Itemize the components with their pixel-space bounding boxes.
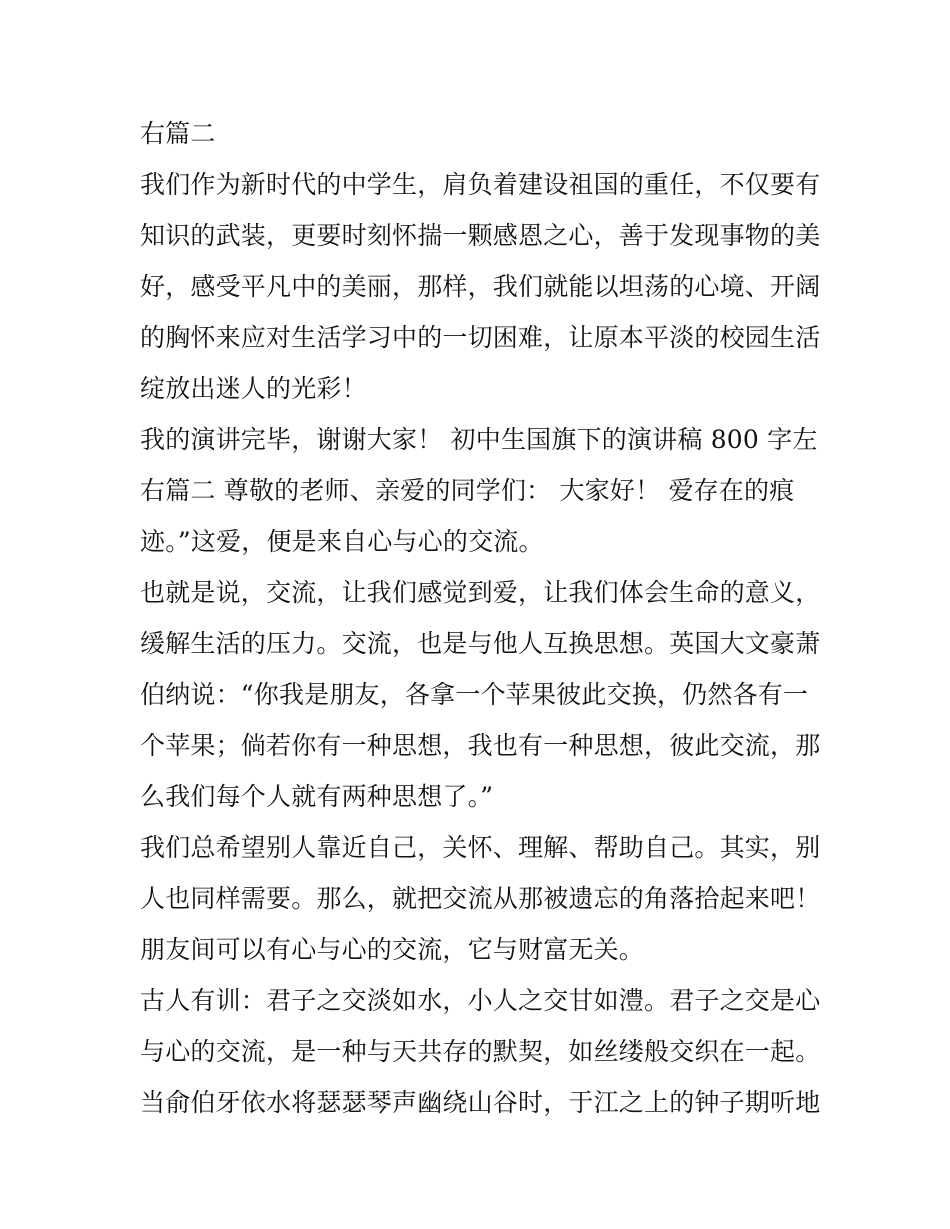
text-line: 伯纳说：“你我是朋友，各拿一个苹果彼此交换，仍然各有一 [140,680,809,709]
text-line: 我们总希望别人靠近自己，关怀、理解、帮助自己。其实，别 [140,833,820,862]
text-line: 我的演讲完毕，谢谢大家！ 初中生国旗下的演讲稿 800 字左 [140,425,818,454]
text-line: 的胸怀来应对生活学习中的一切困难，让原本平淡的校园生活 [140,323,820,352]
document-body [140,108,820,1128]
text-line: 缓解生活的压力。交流，也是与他人互换思想。英国大文豪萧 [140,629,820,658]
text-line: 我们作为新时代的中学生，肩负着建设祖国的重任，不仅要有 [140,170,820,199]
text-line: 与心的交流，是一种与天共存的默契，如丝缕般交织在一起。 [140,1037,820,1066]
text-line: 朋友间可以有心与心的交流，它与财富无关。 [140,935,645,964]
text-line: 当俞伯牙依水将瑟瑟琴声幽绕山谷时，于江之上的钟子期听地 [140,1088,820,1117]
text-line: 绽放出迷人的光彩！ [140,374,367,403]
text-line: 人也同样需要。那么，就把交流从那被遗忘的角落拾起来吧！ [140,884,820,913]
text-line: 右篇二 尊敬的老师、亲爱的同学们： 大家好！ 爱存在的痕 [140,476,795,505]
text-line: 古人有训：君子之交淡如水，小人之交甘如澧。君子之交是心 [140,986,820,1015]
text-line: 迹。”这爱，便是来自心与心的交流。 [140,527,544,556]
text-line: 个苹果；倘若你有一种思想，我也有一种思想，彼此交流，那 [140,731,820,760]
text-line: 右篇二 [140,119,216,148]
text-line: 知识的武装，更要时刻怀揣一颗感恩之心，善于发现事物的美 [140,221,820,250]
text-line: 好，感受平凡中的美丽，那样，我们就能以坦荡的心境、开阔 [140,272,820,301]
text-line: 么我们每个人就有两种思想了。” [140,782,494,811]
text-line: 也就是说，交流，让我们感觉到爱，让我们体会生命的意义， [140,578,820,607]
